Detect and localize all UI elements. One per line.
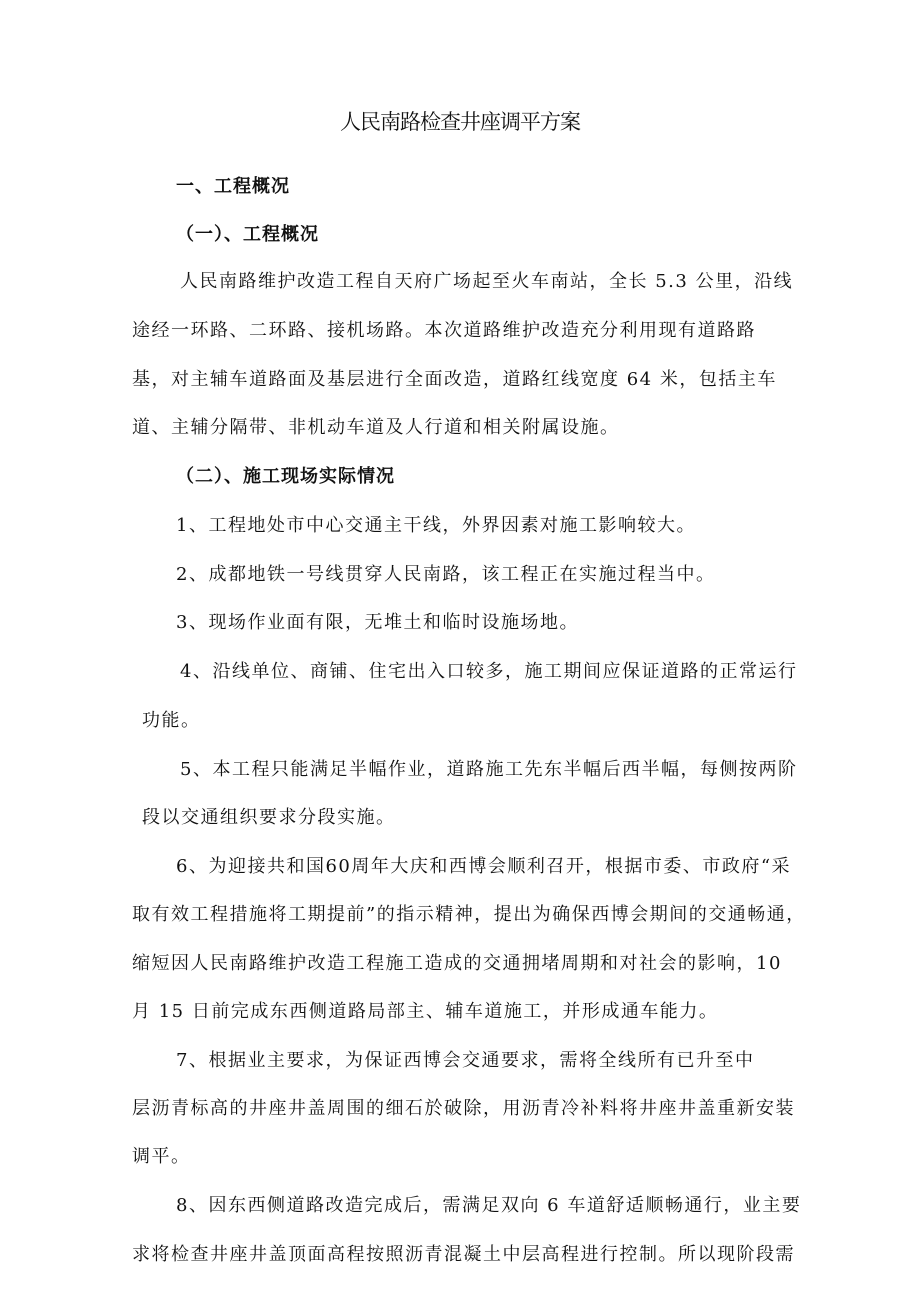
list-item-line: 4、沿线单位、商铺、住宅出入口较多，施工期间应保证道路的正常运行 bbox=[180, 661, 798, 682]
paragraph-line: 途经一环路、二环路、接机场路。本次道路维护改造充分利用现有道路路 bbox=[132, 320, 756, 341]
list-item-line: 7、根据业主要求，为保证西博会交通要求，需将全线所有已升至中 bbox=[176, 1050, 755, 1071]
list-item-line: 5、本工程只能满足半幅作业，道路施工先东半幅后西半幅，每侧按两阶 bbox=[180, 759, 798, 780]
list-item-line: 层沥青标高的井座井盖周围的细石於破除，用沥青冷补料将井座井盖重新安装 bbox=[132, 1098, 795, 1119]
list-item-line: 8、因东西侧道路改造完成后，需满足双向 6 车道舒适顺畅通行，业主要 bbox=[176, 1195, 802, 1216]
list-item-line: 段以交通组织要求分段实施。 bbox=[142, 807, 396, 828]
section-heading-overview: 一、工程概况 bbox=[176, 176, 290, 197]
list-item-line: 调平。 bbox=[132, 1146, 191, 1167]
list-item-line: 1、工程地处市中心交通主干线，外界因素对施工影响较大。 bbox=[176, 515, 696, 536]
paragraph-line: 人民南路维护改造工程自天府广场起至火车南站，全长 5.3 公里，沿线 bbox=[180, 271, 794, 292]
list-item-line: 取有效工程措施将工期提前”的指示精神，提出为确保西博会期间的交通畅通， bbox=[132, 904, 806, 925]
list-item-line: 功能。 bbox=[142, 710, 201, 731]
list-item-line: 6、为迎接共和国60周年大庆和西博会顺利召开，根据市委、市政府“采 bbox=[176, 856, 792, 877]
list-item-line: 月 15 日前完成东西侧道路局部主、辅车道施工，并形成通车能力。 bbox=[132, 1001, 719, 1022]
document-title: 人民南路检查井座调平方案 bbox=[340, 110, 580, 134]
paragraph-line: 道、主辅分隔带、非机动车道及人行道和相关附属设施。 bbox=[132, 417, 620, 438]
list-item-line: 2、成都地铁一号线贯穿人民南路，该工程正在实施过程当中。 bbox=[176, 564, 716, 585]
list-item-line: 3、现场作业面有限，无堆土和临时设施场地。 bbox=[176, 612, 579, 633]
list-item-line: 缩短因人民南路维护改造工程施工造成的交通拥堵周期和对社会的影响，10 bbox=[132, 953, 782, 974]
list-item-line: 求将检查井座井盖顶面高程按照沥青混凝土中层高程进行控制。所以现阶段需 bbox=[132, 1244, 795, 1265]
paragraph-line: 基，对主辅车道路面及基层进行全面改造，道路红线宽度 64 米，包括主车 bbox=[132, 369, 777, 390]
subsection-heading-site-conditions: （二）、施工现场实际情况 bbox=[176, 466, 395, 487]
subsection-heading-overview: （一）、工程概况 bbox=[176, 224, 319, 245]
